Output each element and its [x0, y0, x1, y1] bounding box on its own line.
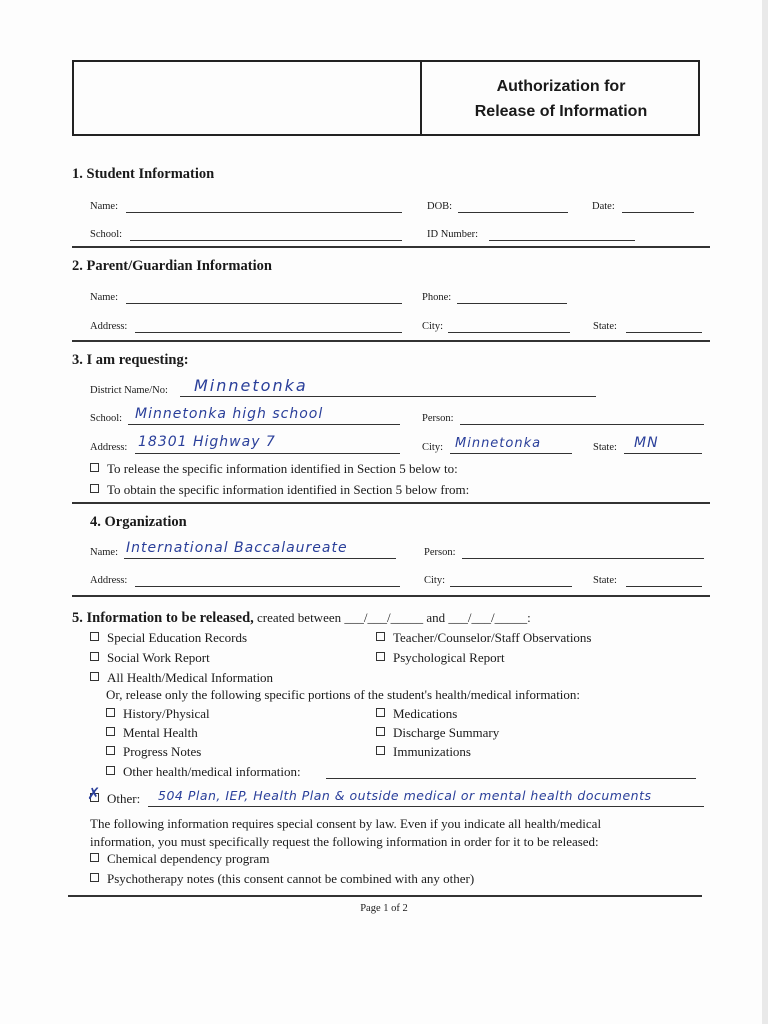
org-name-label: Name: [90, 547, 118, 558]
psychotherapy-option[interactable]: Psychotherapy notes (this consent cannot be combined with any other) [90, 871, 474, 887]
section-divider [72, 502, 710, 504]
student-dob-field[interactable] [458, 212, 568, 213]
header-box [72, 60, 700, 136]
student-name-field[interactable] [126, 212, 402, 213]
checkbox-icon [376, 727, 385, 736]
guardian-address-label: Address: [90, 321, 128, 332]
checkbox-icon [90, 463, 99, 472]
section-3-heading: 3. I am requesting: [72, 352, 189, 368]
checkbox-icon [90, 873, 99, 882]
student-id-field[interactable] [489, 240, 635, 241]
req-city-handwritten: Minnetonka [455, 436, 542, 451]
form-date-field[interactable] [622, 212, 694, 213]
org-city-field[interactable] [450, 586, 572, 587]
social-work-option[interactable]: Social Work Report [90, 650, 210, 666]
checkbox-icon [90, 652, 99, 661]
guardian-address-field[interactable] [135, 332, 402, 333]
org-person-field[interactable] [462, 558, 704, 559]
checkbox-icon [106, 746, 115, 755]
handwritten-check-icon: ✗ [87, 784, 101, 803]
other-handwritten: 504 Plan, IEP, Health Plan & outside medical or mental health documents [158, 788, 652, 803]
student-dob-label: DOB: [427, 201, 453, 212]
obtain-from-option[interactable]: To obtain the specific information identified in Section 5 below from: [90, 482, 469, 498]
org-name-field[interactable] [124, 558, 396, 559]
page-edge [762, 0, 768, 1024]
student-id-label: ID Number: [427, 229, 479, 240]
org-city-label: City: [424, 575, 446, 586]
other-field[interactable] [148, 806, 704, 807]
req-address-field[interactable] [135, 453, 400, 454]
release-to-option[interactable]: To release the specific information identified in Section 5 below to: [90, 461, 458, 477]
req-state-label: State: [593, 442, 617, 453]
req-person-label: Person: [422, 413, 454, 424]
checkbox-icon [376, 652, 385, 661]
org-person-label: Person: [424, 547, 456, 558]
req-state-field[interactable] [624, 453, 702, 454]
section-divider [72, 340, 710, 342]
guardian-name-field[interactable] [126, 303, 402, 304]
student-school-field[interactable] [130, 240, 402, 241]
req-address-label: Address: [90, 442, 128, 453]
req-person-field[interactable] [460, 424, 704, 425]
org-address-field[interactable] [135, 586, 400, 587]
district-handwritten: Minnetonka [194, 376, 308, 395]
req-address-handwritten: 18301 Highway 7 [138, 434, 276, 450]
other-health-field[interactable] [326, 778, 696, 779]
checkbox-icon [90, 672, 99, 681]
form-title [422, 74, 700, 124]
section-1-heading: 1. Student Information [72, 166, 215, 182]
district-label: District Name/No: [90, 385, 168, 396]
chemical-dependency-option[interactable]: Chemical dependency program [90, 851, 269, 867]
all-health-option[interactable]: All Health/Medical Information [90, 670, 273, 686]
medications-option[interactable]: Medications [376, 706, 457, 722]
title-line-2: Release of Information [474, 103, 648, 120]
req-city-label: City: [422, 442, 444, 453]
checkbox-icon [90, 853, 99, 862]
checkbox-icon [376, 708, 385, 717]
form-date-label: Date: [592, 201, 615, 212]
discharge-option[interactable]: Discharge Summary [376, 725, 499, 741]
req-school-handwritten: Minnetonka high school [135, 406, 324, 422]
org-state-field[interactable] [626, 586, 702, 587]
guardian-city-label: City: [422, 321, 444, 332]
section-divider [72, 246, 710, 248]
checkbox-icon [90, 484, 99, 493]
section-4-heading: 4. Organization [90, 514, 187, 530]
page-number: Page 1 of 2 [360, 903, 408, 914]
req-state-handwritten: MN [634, 435, 659, 451]
checkbox-icon [106, 766, 115, 775]
student-school-label: School: [90, 229, 123, 240]
checkbox-icon [106, 708, 115, 717]
section-5-heading: 5. Information to be released, created between ___/___/_____ and ___/___/_____: [72, 610, 531, 626]
checkbox-icon [90, 632, 99, 641]
district-field[interactable] [180, 396, 596, 397]
section-divider [72, 595, 710, 597]
guardian-state-field[interactable] [626, 332, 702, 333]
teacher-obs-option[interactable]: Teacher/Counselor/Staff Observations [376, 630, 592, 646]
bottom-rule [68, 895, 702, 897]
special-ed-option[interactable]: Special Education Records [90, 630, 247, 646]
guardian-phone-label: Phone: [422, 292, 452, 303]
guardian-state-label: State: [593, 321, 617, 332]
psych-report-option[interactable]: Psychological Report [376, 650, 505, 666]
org-address-label: Address: [90, 575, 128, 586]
section-2-heading: 2. Parent/Guardian Information [72, 258, 272, 274]
mental-health-option[interactable]: Mental Health [106, 725, 198, 741]
checkbox-icon [376, 632, 385, 641]
checkbox-icon [376, 746, 385, 755]
guardian-name-label: Name: [90, 292, 118, 303]
req-school-label: School: [90, 413, 123, 424]
student-name-label: Name: [90, 201, 118, 212]
other-option[interactable]: Other: [90, 791, 140, 807]
consent-paragraph: The following information requires special consent by law. Even if you indicate all health/medical information, you must specifically request the following information in order for it to be released: [90, 816, 602, 849]
history-option[interactable]: History/Physical [106, 706, 210, 722]
guardian-phone-field[interactable] [457, 303, 567, 304]
org-name-handwritten: International Baccalaureate [126, 540, 348, 556]
other-health-option[interactable]: Other health/medical information: [106, 764, 301, 780]
org-state-label: State: [593, 575, 617, 586]
checkbox-icon [106, 727, 115, 736]
immunizations-option[interactable]: Immunizations [376, 744, 471, 760]
progress-notes-option[interactable]: Progress Notes [106, 744, 201, 760]
guardian-city-field[interactable] [448, 332, 570, 333]
or-release-text: Or, release only the following specific portions of the student's health/medical information: [106, 687, 581, 702]
req-city-field[interactable] [450, 453, 572, 454]
req-school-field[interactable] [128, 424, 400, 425]
title-line-1: Authorization for [496, 78, 626, 95]
